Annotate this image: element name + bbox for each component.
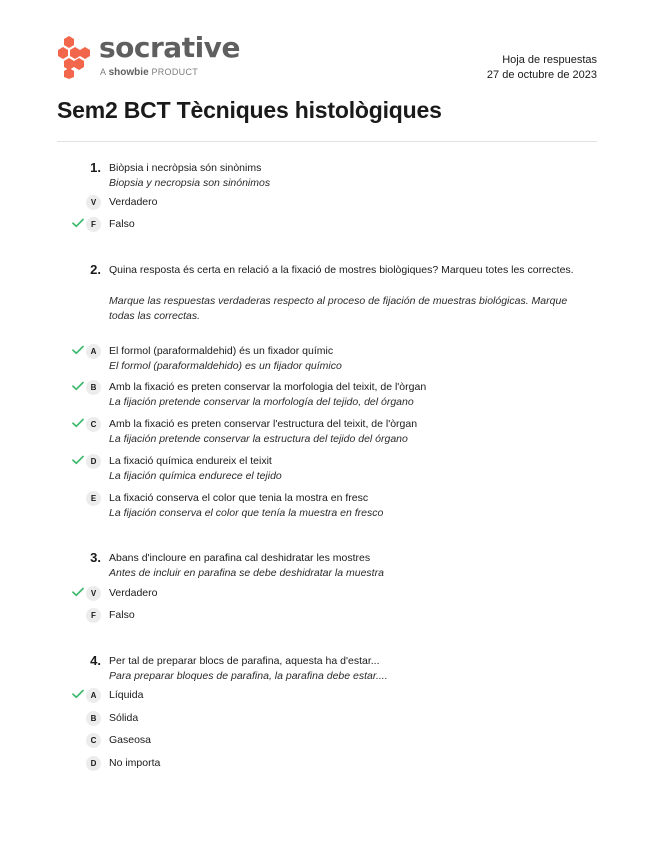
answer-option [72, 491, 592, 519]
page-title: Sem2 BCT Tècniques histològiques [57, 97, 442, 123]
option-text: No importa [109, 757, 161, 769]
option-text: Verdadero [109, 196, 158, 208]
option-text: Verdadero [109, 587, 158, 599]
question-text [109, 161, 579, 191]
option-letter: A [86, 688, 101, 703]
option-text-ca: Amb la fixació es preten conservar l'estructura del teixit, de l'òrgan [109, 418, 418, 430]
header-info [487, 53, 597, 83]
option-text-es: La fijación pretende conservar la estructura del tejido del órgano [109, 433, 408, 445]
option-letter: V [86, 195, 101, 210]
option-text [109, 344, 589, 374]
socrative-hexagon-icon [57, 35, 91, 79]
option-letter: F [86, 217, 101, 232]
question-number: 3. [90, 550, 101, 565]
answer-option [72, 688, 592, 704]
option-text-es: El formol (paraformaldehido) es un fijador químico [109, 360, 342, 372]
option-text-es: La fijación química endurece el tejido [109, 470, 282, 482]
check-icon [72, 418, 86, 430]
answer-option [72, 586, 592, 602]
question-text-es: Marque las respuestas verdaderas respecto al proceso de fijación de muestras biológicas. Marque todas las correctas. [109, 295, 568, 322]
option-letter: D [86, 756, 101, 771]
question-text-ca: Per tal de preparar blocs de parafina, aquesta ha d'estar... [109, 655, 380, 667]
question-text-es: Biopsia y necropsia son sinónimos [109, 177, 271, 189]
question-number: 2. [90, 262, 101, 277]
question-text-ca: Biòpsia i necròpsia són sinònims [109, 162, 262, 174]
answer-option [72, 733, 592, 749]
option-text [109, 417, 589, 447]
option-text-ca: La fixació química endureix el teixit [109, 455, 272, 467]
answer-option [72, 454, 592, 482]
logo-hex-cell [70, 47, 80, 59]
check-icon [72, 381, 86, 393]
option-text: Sólida [109, 712, 139, 724]
check-icon [72, 455, 86, 467]
option-letter: B [86, 711, 101, 726]
option-letter: F [86, 608, 101, 623]
logo-hex-cell [74, 58, 84, 70]
brand-tag-suffix: PRODUCT [151, 67, 199, 77]
answer-option [72, 417, 592, 445]
question-text [109, 551, 579, 581]
brand-name: socrative [99, 31, 240, 64]
option-text-es: La fijación conserva el color que tenía la muestra en fresco [109, 507, 384, 519]
logo-hex-cell [64, 68, 74, 79]
option-text-ca: Amb la fixació es preten conservar la morfologia del teixit, de l'òrgan [109, 381, 427, 393]
doc-date: 27 de octubre de 2023 [486, 69, 597, 81]
option-letter: E [86, 491, 101, 506]
brand-tag-prefix: A [100, 67, 106, 77]
answer-option [72, 195, 592, 211]
option-text-ca: El formol (paraformaldehid) és un fixador químic [109, 345, 334, 357]
check-icon [72, 345, 86, 357]
question-text [109, 263, 579, 324]
option-text: Falso [109, 218, 135, 230]
doc-type: Hoja de respuestas [502, 54, 597, 66]
answer-option [72, 711, 592, 727]
option-letter: B [86, 380, 101, 395]
option-text: Falso [109, 609, 135, 621]
option-text [109, 491, 589, 521]
brand-tagline [100, 67, 198, 78]
logo-hex-cell [64, 36, 74, 48]
option-letter: D [86, 454, 101, 469]
question-number: 1. [90, 160, 101, 175]
option-text [109, 454, 589, 484]
option-text-es: La fijación pretende conservar la morfología del tejido, del órgano [109, 396, 414, 408]
option-letter: C [86, 417, 101, 432]
question-text-ca: Quina resposta és certa en relació a la fixació de mostres biològiques? Marqueu totes les correctes. [109, 264, 574, 276]
option-text: Gaseosa [109, 734, 152, 746]
option-text [109, 380, 589, 410]
question-text-es: Antes de incluir en parafina se debe deshidratar la muestra [109, 567, 384, 579]
brand-tag-company: showbie [108, 67, 149, 78]
answer-option [72, 756, 592, 772]
option-text: Líquida [109, 689, 144, 701]
question-text-es: Para preparar bloques de parafina, la parafina debe estar.... [109, 670, 388, 682]
option-letter: V [86, 586, 101, 601]
question-number: 4. [90, 653, 101, 668]
question-text-ca: Abans d'incloure en parafina cal deshidratar les mostres [109, 552, 371, 564]
answer-option [72, 344, 592, 372]
check-icon [72, 689, 86, 701]
logo-hex-cell [80, 47, 90, 59]
option-letter: C [86, 733, 101, 748]
logo-hex-cell [58, 47, 68, 59]
answer-option [72, 380, 592, 408]
title-divider [57, 141, 597, 142]
check-icon [72, 218, 86, 230]
question-text [109, 654, 579, 684]
answer-option [72, 217, 592, 233]
answer-option [72, 608, 592, 624]
check-icon [72, 587, 86, 599]
option-text-ca: La fixació conserva el color que tenia la mostra en fresc [109, 492, 369, 504]
option-letter: A [86, 344, 101, 359]
